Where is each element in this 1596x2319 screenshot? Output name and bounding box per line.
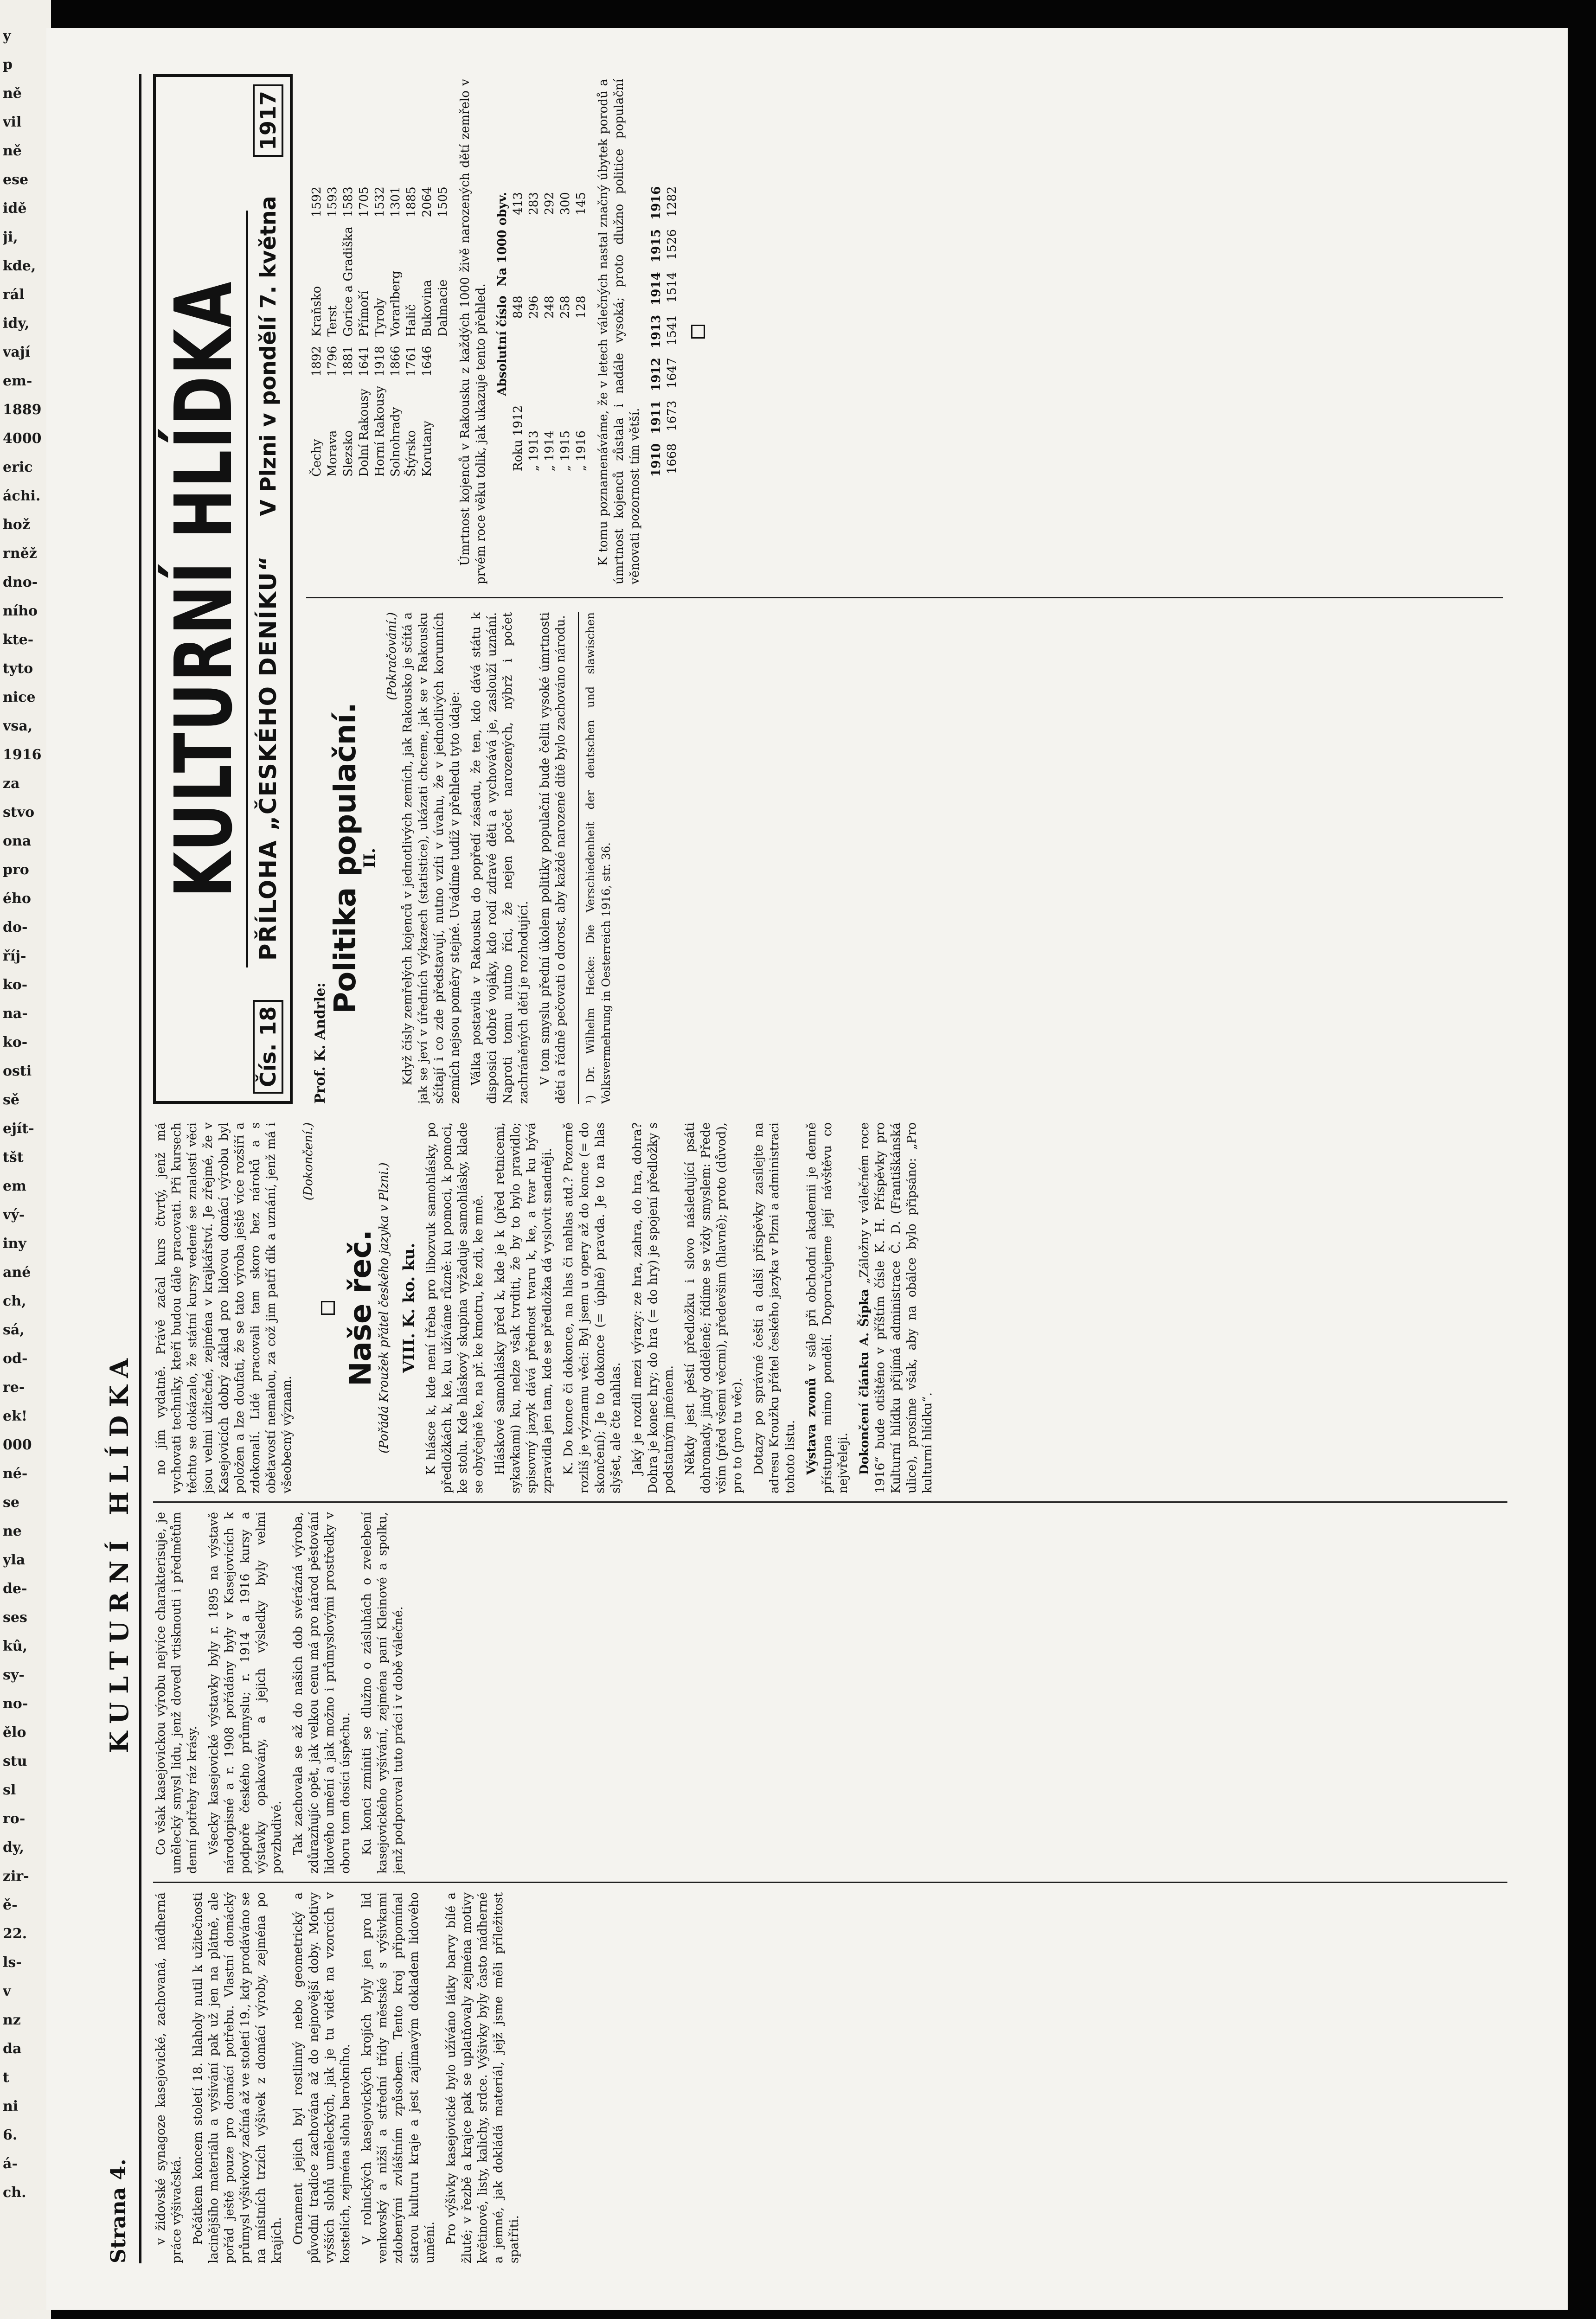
previous-page-fragment: hož	[3, 517, 30, 533]
populace-continued: (Pokračování.)	[385, 612, 399, 700]
previous-page-fragment: ch.	[3, 2184, 26, 2201]
table-cell: Slezsko	[341, 430, 355, 477]
continuation-notice	[857, 1122, 936, 1493]
rotated-page-frame	[83, 65, 1531, 2273]
table-cell: 1541	[665, 314, 679, 346]
previous-page-fragment: ně	[3, 143, 22, 159]
previous-page-fragment: tyto	[3, 660, 33, 677]
table-header: Absolutní číslo	[495, 295, 509, 396]
table-cell: 1646	[420, 346, 434, 377]
previous-page-fragment: ro-	[3, 1811, 26, 1827]
table-row	[573, 187, 589, 476]
previous-page-fragment: 1889	[3, 402, 42, 418]
table-cell: 413	[511, 192, 525, 215]
previous-page-fragment: ne	[3, 1523, 22, 1539]
kultura-paragraph: V rolnických kasejovických krojích byly jen pro lid venkovský a nižší a střední třídy městské s výšivkami zdobenými zvláštním způsobem. Tento kroj připomínal starou kulturu kraje a jest zajímavým dokladem lidového umění.	[360, 1892, 437, 2263]
table-row	[325, 182, 340, 481]
table-cell: 283	[527, 192, 541, 215]
masthead-title: KULTURNÍ HLÍDKA	[162, 211, 248, 967]
table-cell: Gorice a Gradiška	[341, 226, 355, 337]
populace-author: Prof. K. Andrle:	[312, 982, 328, 1104]
continuation-title: Dokončení článku A. Šípka	[858, 1289, 872, 1475]
previous-page-fragment: áchi.	[3, 488, 41, 504]
column-populace-1	[306, 612, 1512, 1104]
page-header	[88, 74, 141, 2263]
kultura-sign: (Dokončení.)	[301, 1122, 315, 1201]
page-number: Strana 4.	[107, 2159, 130, 2263]
table-cell: 1647	[665, 358, 679, 389]
column-rule	[306, 597, 1503, 598]
previous-page-fragment: říj-	[3, 948, 26, 964]
table-row	[526, 187, 542, 476]
previous-page-fragment: se	[3, 1494, 19, 1511]
previous-page-fragment: re-	[3, 1379, 25, 1396]
rec-paragraph: Někdy jest pěstí předložku i slovo následující psáti dohromady, jindy odděleně; řídíme se vždy smyslem: Přede vším (před všemi věcmi), předevšim (hlavně); proto (důvod), pro to (pro tu věc).	[683, 1122, 744, 1493]
previous-page-fragment: sl	[3, 1782, 16, 1798]
previous-page-fragment: de-	[3, 1581, 27, 1597]
previous-page-fragment: stu	[3, 1753, 27, 1769]
previous-page-fragment: vají	[3, 344, 31, 360]
previous-page-fragment: p	[3, 57, 13, 73]
table-cell: 1282	[665, 186, 679, 217]
table-cell: 1866	[389, 346, 403, 377]
table-cell: 258	[558, 295, 572, 319]
table-cell: 1892	[310, 346, 324, 377]
table-cell: Tyroly	[373, 298, 387, 337]
rec-subtitle: (Pořádá Kroužek přátel českého jazyka v Plzni.)	[377, 1162, 391, 1454]
previous-page-fragment: no-	[3, 1696, 28, 1712]
previous-page-fragment: yla	[3, 1552, 26, 1568]
kultura-paragraph: Počátkem koncem století 18. hlaholy nutil k užitečnosti lacinějšího materiálu a vyšívání pak už jen na plátně, ale pořád ještě pouze pro domácí potřebu. Vlastní domácký průmysl výšivkový začíná až ve století 19., kdy prodáváno se na místních trzích výšivek z domácí výroby, zejména po krajích.	[191, 1892, 284, 2263]
table-cell: 1505	[436, 186, 450, 218]
table-cell: Kraňsko	[310, 286, 324, 337]
table-cell: 1705	[357, 186, 371, 218]
previous-page-fragment: rál	[3, 287, 25, 303]
previous-page-fragment: á-	[3, 2156, 18, 2172]
previous-page-fragment: ního	[3, 603, 38, 619]
table-cell: 1668	[665, 443, 679, 474]
table-cell: 1526	[665, 229, 679, 260]
previous-page-fragment: idě	[3, 200, 27, 217]
previous-page-fragment: tšt	[3, 1149, 24, 1166]
previous-page-fragment: 1916	[3, 747, 42, 763]
table-row	[340, 182, 356, 481]
masthead	[153, 74, 293, 1104]
previous-page-fragment: ji,	[3, 229, 18, 245]
kultura-paragraph: Ku konci zmíniti se dlužno o zásluhách o zvelebení kasejovického vyšívání, zejména paní Kleinové a spolku, jenž podporoval tuto práci i v době válečné.	[360, 1512, 405, 1874]
table-cell: Horní Rakousy	[373, 385, 387, 477]
table-cell: 848	[511, 295, 525, 319]
previous-page-fragment: em-	[3, 373, 32, 389]
table-cell: 2064	[420, 186, 434, 218]
populace-part: II.	[360, 848, 379, 868]
previous-page-fragment: kde,	[3, 258, 36, 274]
table-cell: „ 1914	[543, 430, 557, 471]
table-row	[356, 182, 372, 481]
populace-paragraph: Válka postavila v Rakousku do popředí zásadu, že ten, kdo dává státu k disposici dobré vojáky, kdo rodí zdravé děti a vychovává je, zaslouží uznání. Naproti tomu nutno říci, že nejen počet narozených, nýbrž i počet zachráněných dětí je rozhodující.	[469, 612, 531, 1104]
table-cell: 1881	[341, 346, 355, 377]
exhibition-title: Výstava zvonů	[805, 1377, 819, 1475]
previous-page-fragment: ělo	[3, 1724, 26, 1741]
previous-page-fragment: zir-	[3, 1868, 29, 1884]
previous-page-fragment: dy,	[3, 1839, 24, 1856]
populace-title: Politika populační.	[328, 702, 363, 1014]
table-cell: 1583	[341, 186, 355, 218]
previous-page-fragment: dno-	[3, 574, 38, 590]
table-cell: 1514	[665, 272, 679, 303]
table-cell: 1301	[389, 186, 403, 218]
populace-paragraph: V tom smyslu přední úkolem politiky populační bude čeliti vysoké úmrtnosti dětí a řádně pečovati o dorost, aby každé narozené dítě bylo zachováno národu.	[538, 612, 568, 1104]
table-cell: Přímoří	[357, 290, 371, 337]
previous-page-fragment: ého	[3, 890, 31, 907]
previous-page-fragment: ses	[3, 1609, 27, 1626]
table-cell: „ 1916	[574, 430, 588, 471]
table-cell: 292	[543, 192, 557, 215]
table-row	[388, 182, 404, 481]
previous-page-fragment: da	[3, 2041, 22, 2057]
table-cell: 1593	[326, 186, 340, 218]
populace-paragraph: Úmrtnost kojenců v Rakousku z každých 1000 živě narozených dětí zemřelo v prvém roce věku tolik, jak ukazuje tento přehled.	[458, 79, 488, 584]
previous-page-fragment: 6.	[3, 2127, 18, 2143]
lands-table	[309, 182, 451, 481]
previous-page-fragment: ě-	[3, 1897, 18, 1913]
previous-page-fragment: pro	[3, 862, 29, 878]
previous-page-fragment: idy,	[3, 315, 30, 332]
table-cell: 128	[574, 295, 588, 319]
table-cell: 296	[527, 295, 541, 319]
previous-page-fragment: v	[3, 1983, 11, 1999]
section-title: KULTURNÍ HLÍDKA	[104, 1350, 134, 1753]
previous-page-fragment: kte-	[3, 632, 34, 648]
previous-page-fragment: osti	[3, 1063, 32, 1079]
table-cell: 1885	[404, 186, 418, 218]
section-divider-icon	[691, 325, 705, 339]
table-cell: „ 1913	[527, 430, 541, 471]
table-cell	[435, 341, 451, 381]
table-cell: Vorarlberg	[389, 270, 403, 337]
masthead-subtitle: PŘÍLOHA „ČESKÉHO DENÍKU“	[255, 555, 282, 961]
issue-number: Čís. 18	[253, 1000, 283, 1094]
previous-page-fragment: sá,	[3, 1322, 25, 1338]
previous-page-fragment: ni	[3, 2098, 19, 2114]
previous-page-fragment: ls-	[3, 1954, 22, 1971]
table-row	[309, 182, 325, 481]
previous-page-fragment: eric	[3, 459, 33, 475]
rec-paragraph: Jaký je rozdíl mezi výrazy: ze hra, zahra, do hra, dohra? Dohra je konec hry; do hra (= do hry) je spojení předložky s podstatným jménem.	[630, 1122, 676, 1493]
previous-page-fragment: né-	[3, 1466, 28, 1482]
previous-page-fragment: ko-	[3, 1034, 28, 1051]
rec-section: VIII. K. ko. ku.	[400, 1243, 418, 1373]
masthead-block	[153, 74, 1517, 1104]
table-header: 1916	[649, 186, 663, 220]
table-cell: Bukovina	[420, 280, 434, 337]
column-rec	[153, 1122, 1517, 1493]
previous-page-fragment: vý-	[3, 1207, 25, 1223]
table-cell: Solnohrady	[389, 407, 403, 477]
years-table	[494, 187, 589, 476]
table-header: 1912	[649, 358, 663, 391]
previous-page-fragment: ně	[3, 85, 22, 102]
table-row	[404, 182, 419, 481]
column-rule	[153, 1501, 1507, 1503]
table-cell: Dalmacie	[436, 279, 450, 337]
rec-title: Naše řeč.	[344, 1230, 378, 1386]
populace-paragraph: Když čísly zemřelých kojenců v jednotlivých zemích, jak Rakousko je sčítá a jak se jeví v úředních výkazech (statistice), ukázati chceme, jak se v Rakousku sčítají i co zde představují, nutno vzíti v úvahu, že v jednotlivých korunních zemích nejsou poměry stejné. Uvádíme tudíž v přehledu tyto údaje:	[401, 612, 462, 1104]
table-cell: 1592	[310, 186, 324, 218]
rec-paragraph: K. Do konce či dokonce, na hlas či nahlas atd.? Pozorně rozliš je významu věci: Byl jsem u opery až do konce (= do skončení); Je to dokonce (= úplně) pravda. Je to na hlas slyšet, ale čte nahlas.	[562, 1122, 623, 1493]
table-row	[542, 187, 558, 476]
table-cell: Roku 1912	[511, 405, 525, 471]
column-kultura-1	[153, 1892, 1517, 2263]
previous-page-fragment: nz	[3, 2012, 21, 2028]
table-header: 1915	[649, 229, 663, 263]
continuation-text: „Záložny v válečném roce 1916“ bude otištěno v příštím čísle K. H. Příspěvky pro Kulturní hlídku přijímá administrace Č. D. (Františkánská ulice), prosíme však, aby na obálce bylo připsáno: „Pro kulturní hlídku“.	[858, 1122, 935, 1493]
column-kultura-2	[153, 1512, 1517, 1874]
previous-page-fragment: stvo	[3, 804, 35, 820]
rec-paragraph: Hláskové samohlásky před k, kde je k (před retnicemi, sykavkami) ku, nelze však tvrditi, že by to bylo pravidlo; spisovný jazyk dává přednost tvaru k, ke, a tvar ku bývá zpravidla jen tam, kde se předložka dá vyslovit snadněji.	[493, 1122, 554, 1493]
issue-date: V Plzni v pondělí 7. května	[256, 196, 281, 516]
table-cell: 1918	[373, 346, 387, 377]
table-cell: 1641	[357, 346, 371, 377]
table-header: 1914	[649, 272, 663, 306]
column-rule	[153, 1882, 1507, 1883]
previous-page-fragment: vsa,	[3, 718, 33, 734]
exhibition-text: v sále při obchodní akademii je denně přístupna mimo pondělí. Doporučujeme její návštěvu co nejvřeleji.	[805, 1122, 850, 1493]
table-cell: 1761	[404, 346, 418, 377]
previous-page-fragment: rněž	[3, 545, 37, 562]
previous-page-fragment: od-	[3, 1351, 28, 1367]
previous-page-fragment: 22.	[3, 1926, 27, 1942]
table-row	[558, 187, 573, 476]
exhibition-notice	[804, 1122, 851, 1493]
table-row	[435, 182, 451, 481]
table-cell: 1532	[373, 186, 387, 218]
previous-page-fragment: t	[3, 2069, 9, 2086]
table-cell: 1673	[665, 400, 679, 431]
kultura-continuation: no jím vydatně. Právě začal kurs čtvrtý, jenž má vychovati techniky, kteří budou dále pracovati. Při kursech těchto se dokázalo, že státní kursy vedené se znalostí věci jsou velmi užitečné, zejména v krajkářství. Je zřejmé, že v Kasejovicích dobrý základ pro lidovou domácí výrobu byl položen a lze doufati, že se tato výroba ještě více rozšíří a zdokonalí. Lidé pracovali tam skoro bez nároků a s obětavostí nemalou, za což jim patří dík a uznání, jenž má i všeobecný význam.	[154, 1122, 294, 1493]
previous-page-fragment: na-	[3, 1006, 28, 1022]
previous-page-fragment: kû,	[3, 1638, 28, 1654]
previous-page-fragment: em	[3, 1178, 26, 1194]
newspaper-page	[46, 28, 1568, 2310]
table-cell: 248	[543, 295, 557, 319]
table-cell: 300	[558, 192, 572, 215]
kultura-paragraph: Všecky kasejovické výstavky byly r. 1895 na výstavě národopisné a r. 1908 pořádány byly v Kasejovicích k podpoře českého průmyslu; r. 1914 a 1916 kursy a výstavky opakovány, a jejich výsledky byly velmi povzbudivé.	[207, 1512, 284, 1874]
table-header: 1913	[649, 314, 663, 349]
table-cell: Morava	[326, 430, 340, 477]
table-header	[494, 401, 510, 476]
table-cell: „ 1915	[558, 430, 572, 471]
table-cell: Čechy	[310, 439, 324, 477]
previous-page-fragment: nice	[3, 689, 36, 705]
series-table	[648, 182, 680, 482]
previous-page-fragment: vil	[3, 114, 22, 130]
populace-paragraph: K tomu poznamenáváme, že v letech válečných nastal značný úbytek porodů a úmrtnost kojenců zůstala i nadále vysoká; proto dlužno politice populační věnovati pozornost tím větší.	[596, 79, 642, 584]
table-row	[372, 182, 388, 481]
previous-page-fragment: 4000	[3, 430, 42, 447]
previous-page-fragment: ko-	[3, 977, 28, 993]
table-cell: 145	[574, 192, 588, 215]
table-row	[419, 182, 435, 481]
rec-paragraph: K hlásce k, kde není třeba pro libozvuk samohlásky, po předložkách k, ke, ku užíváme různě: ku pomoci, k pomoci, ke stolu. Kde hláskový skupina vyžaduje samohlásky, klade se obyčejně ke, na př. ke kmotru, ke zdi, ke mně.	[424, 1122, 486, 1493]
table-cell: Korutany	[420, 420, 434, 477]
table-cell: 1796	[326, 346, 340, 377]
issue-year: 1917	[253, 84, 283, 157]
previous-page-fragment: y	[3, 28, 11, 44]
masthead-bar	[248, 84, 283, 1094]
kultura-paragraph: Pro výšivky kasejovické bylo užíváno látky barvy bílé a žluté; v řezbě a krajce pak se uplatňovaly zejména motivy květinové, listy, kalichy, srdce. Výšivky byly často nádherné a jemné, jak dokládá materiál, jejž jsme měli příležitost spatřiti.	[444, 1892, 521, 2263]
table-cell	[435, 381, 451, 481]
previous-page-fragment: za	[3, 775, 20, 792]
kultura-paragraph: Co však kasejovickou výrobu nejvíce charakterisuje, je umělecký smysl lidu, jenž dovedl vtisknouti i předmětům denní potřeby ráz krásy.	[154, 1512, 199, 1874]
previous-page-fragment: sě	[3, 1092, 19, 1108]
table-cell: Dolní Rakousy	[357, 388, 371, 477]
previous-page-fragment: ch,	[3, 1293, 26, 1309]
column-populace-2	[306, 79, 1512, 584]
previous-page-fragment: ek!	[3, 1408, 28, 1424]
table-row	[510, 187, 526, 476]
table-header: 1910	[649, 443, 663, 477]
kultura-paragraph: Ornament jejich byl rostlinný nebo geometrický a původní tradice zachována až do nejnovější doby. Motivy vyšších slohů uměleckých, jak je tu vidět na vzorcích v kostelích, zejména slohu barokního.	[291, 1892, 353, 2263]
table-cell: Štýrsko	[404, 430, 418, 477]
previous-page-fragment: iny	[3, 1236, 26, 1252]
table-cell: Halič	[404, 304, 418, 337]
previous-page-fragment: ané	[3, 1264, 31, 1281]
section-divider-icon	[321, 1301, 335, 1315]
previous-page-fragment: ese	[3, 172, 29, 188]
previous-page-fragment: sy-	[3, 1667, 25, 1683]
kultura-paragraph: v židovské synagoze kasejovické, zachovaná, nádherná práce výšivačská.	[154, 1892, 184, 2263]
table-cell: Terst	[326, 305, 340, 337]
previous-page-fragment: do-	[3, 919, 28, 935]
table-header: Na 1000 obyv.	[495, 192, 509, 287]
previous-page-fragment: 000	[3, 1437, 32, 1453]
previous-page-fragment: ejít-	[3, 1121, 34, 1137]
previous-page-strip	[0, 0, 51, 2319]
kultura-paragraph: Tak zachovala se až do našich dob svérázná výroba, zdůrazňujíc opět, jak velkou cenu má pro národ pěstování lidového umění a jak možno i průmyslovými prostředky v oboru tom dosíci úspěchu.	[291, 1512, 353, 1874]
table-header: 1911	[649, 400, 663, 434]
populace-footnote: ¹) Dr. Wilhelm Hecke: Die Verschiedenheit der deutschen und slawischen Volksvermehrung in Oesterreich 1916, str. 36.	[578, 612, 614, 1104]
previous-page-fragment: ona	[3, 833, 32, 849]
rec-paragraph: Dotazy po správné čeští a další příspěvky zasílejte na adresu Kroužku přátel českého jazyka v Plzni a administraci tohoto listu.	[752, 1122, 797, 1493]
